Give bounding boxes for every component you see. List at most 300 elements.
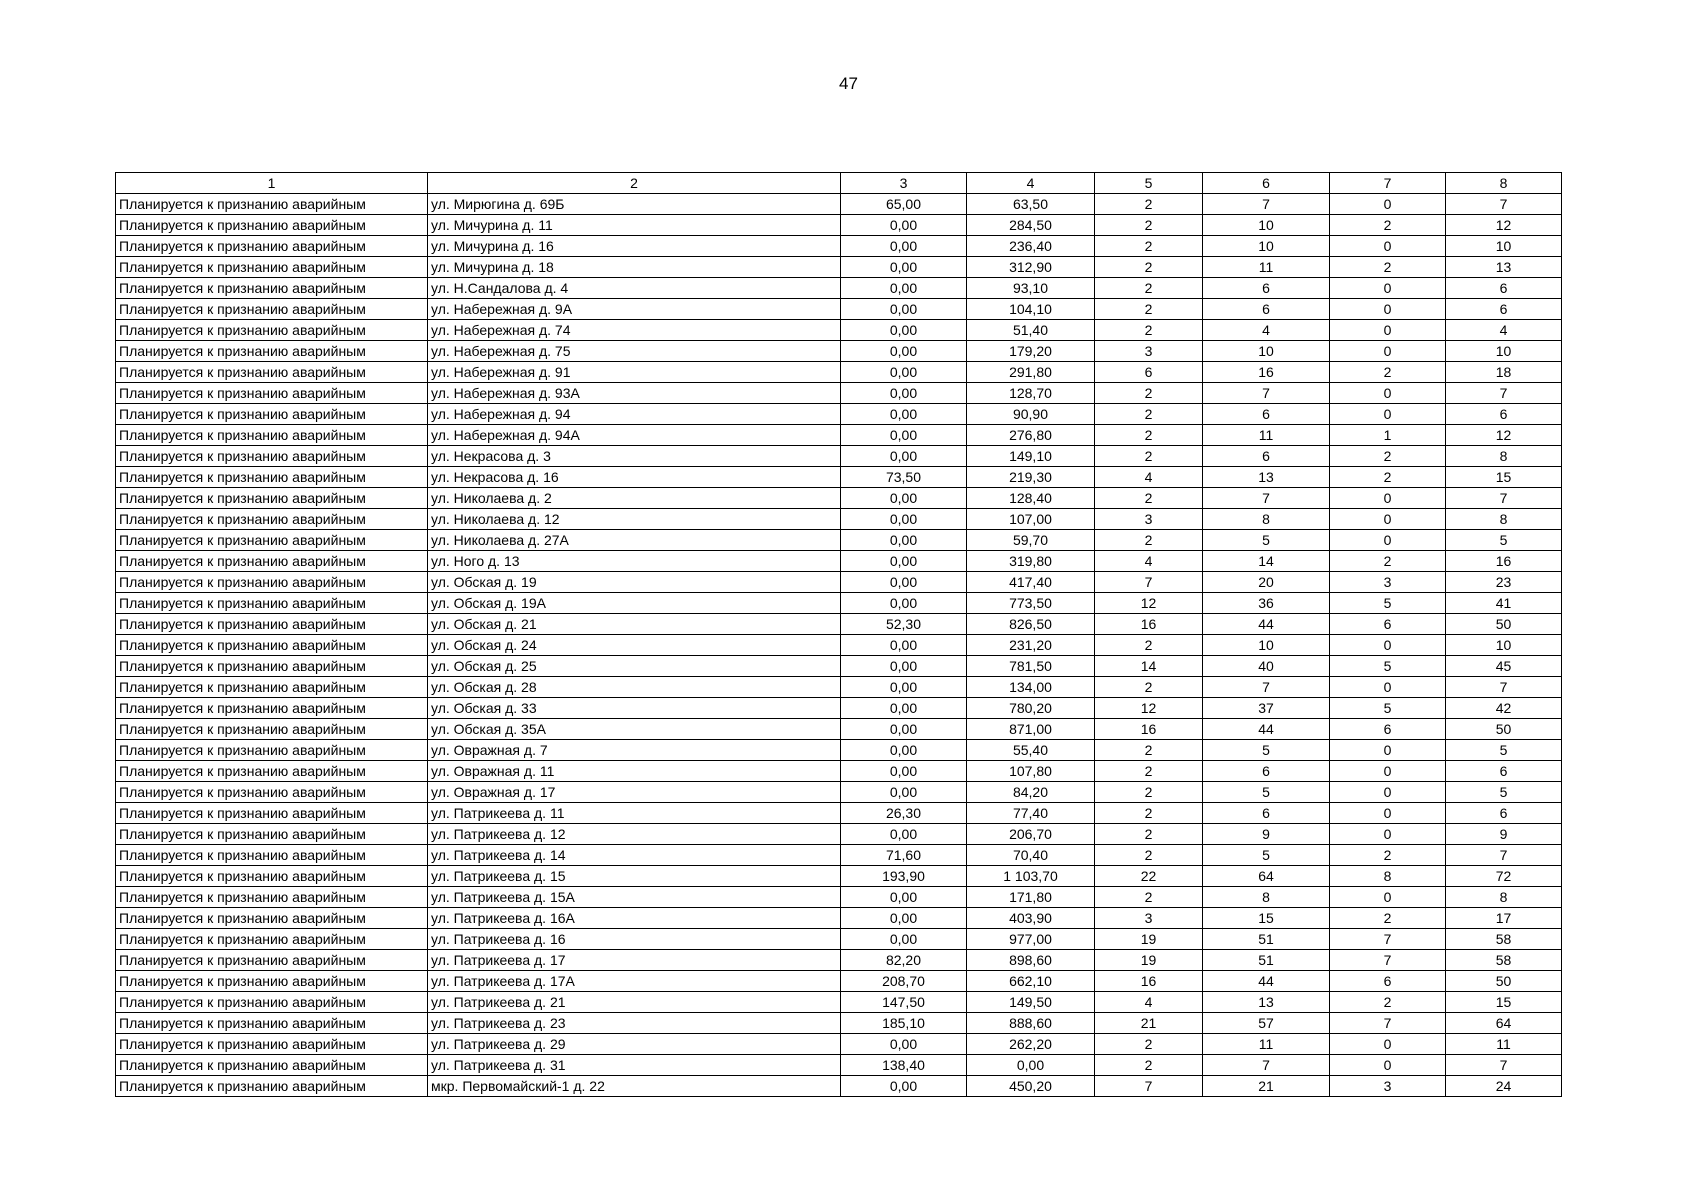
status-cell: Планируется к признанию аварийным — [116, 908, 428, 929]
value-col8-cell: 23 — [1446, 572, 1562, 593]
value-col5-cell: 19 — [1095, 929, 1203, 950]
value-col6-cell: 7 — [1203, 1055, 1330, 1076]
status-cell: Планируется к признанию аварийным — [116, 761, 428, 782]
value-col3-cell: 0,00 — [841, 236, 967, 257]
table-row — [116, 320, 1562, 341]
value-col3-cell: 65,00 — [841, 194, 967, 215]
value-col4-cell: 319,80 — [967, 551, 1095, 572]
address-cell: ул. Николаева д. 27А — [428, 530, 841, 551]
value-col7-cell: 0 — [1330, 887, 1446, 908]
value-col4-cell: 51,40 — [967, 320, 1095, 341]
status-cell: Планируется к признанию аварийным — [116, 299, 428, 320]
value-col4-cell: 149,50 — [967, 992, 1095, 1013]
address-cell: ул. Николаева д. 12 — [428, 509, 841, 530]
value-col7-cell: 8 — [1330, 866, 1446, 887]
value-col8-cell: 58 — [1446, 929, 1562, 950]
value-col4-cell: 781,50 — [967, 656, 1095, 677]
table-row — [116, 362, 1562, 383]
value-col6-cell: 37 — [1203, 698, 1330, 719]
value-col8-cell: 7 — [1446, 1055, 1562, 1076]
value-col6-cell: 11 — [1203, 425, 1330, 446]
value-col7-cell: 2 — [1330, 845, 1446, 866]
status-cell: Планируется к признанию аварийным — [116, 677, 428, 698]
value-col5-cell: 7 — [1095, 572, 1203, 593]
address-cell: мкр. Первомайский-1 д. 22 — [428, 1076, 841, 1097]
value-col5-cell: 6 — [1095, 362, 1203, 383]
address-cell: ул. Овражная д. 17 — [428, 782, 841, 803]
value-col7-cell: 0 — [1330, 1034, 1446, 1055]
value-col6-cell: 5 — [1203, 740, 1330, 761]
value-col3-cell: 0,00 — [841, 677, 967, 698]
column-header: 6 — [1203, 173, 1330, 194]
value-col4-cell: 149,10 — [967, 446, 1095, 467]
value-col6-cell: 13 — [1203, 467, 1330, 488]
address-cell: ул. Патрикеева д. 12 — [428, 824, 841, 845]
value-col8-cell: 11 — [1446, 1034, 1562, 1055]
status-cell: Планируется к признанию аварийным — [116, 782, 428, 803]
value-col8-cell: 6 — [1446, 278, 1562, 299]
table-row — [116, 509, 1562, 530]
table-row — [116, 551, 1562, 572]
value-col7-cell: 0 — [1330, 782, 1446, 803]
value-col7-cell: 0 — [1330, 824, 1446, 845]
address-cell: ул. Мичурина д. 11 — [428, 215, 841, 236]
value-col7-cell: 2 — [1330, 551, 1446, 572]
value-col4-cell: 826,50 — [967, 614, 1095, 635]
value-col5-cell: 2 — [1095, 404, 1203, 425]
value-col6-cell: 6 — [1203, 404, 1330, 425]
value-col7-cell: 0 — [1330, 404, 1446, 425]
value-col3-cell: 193,90 — [841, 866, 967, 887]
address-cell: ул. Николаева д. 2 — [428, 488, 841, 509]
value-col4-cell: 291,80 — [967, 362, 1095, 383]
value-col5-cell: 19 — [1095, 950, 1203, 971]
value-col8-cell: 5 — [1446, 782, 1562, 803]
table-row — [116, 992, 1562, 1013]
value-col7-cell: 7 — [1330, 929, 1446, 950]
table-row — [116, 593, 1562, 614]
value-col6-cell: 7 — [1203, 488, 1330, 509]
table-row — [116, 719, 1562, 740]
value-col5-cell: 14 — [1095, 656, 1203, 677]
address-cell: ул. Обская д. 28 — [428, 677, 841, 698]
value-col6-cell: 6 — [1203, 299, 1330, 320]
table-row — [116, 1076, 1562, 1097]
table-row — [116, 425, 1562, 446]
column-header: 2 — [428, 173, 841, 194]
value-col3-cell: 0,00 — [841, 404, 967, 425]
value-col4-cell: 128,40 — [967, 488, 1095, 509]
value-col3-cell: 0,00 — [841, 320, 967, 341]
address-cell: ул. Набережная д. 94 — [428, 404, 841, 425]
value-col3-cell: 0,00 — [841, 824, 967, 845]
table-row — [116, 656, 1562, 677]
status-cell: Планируется к признанию аварийным — [116, 971, 428, 992]
table-row — [116, 929, 1562, 950]
address-cell: ул. Патрикеева д. 29 — [428, 1034, 841, 1055]
value-col6-cell: 7 — [1203, 677, 1330, 698]
value-col7-cell: 0 — [1330, 488, 1446, 509]
address-cell: ул. Овражная д. 11 — [428, 761, 841, 782]
address-cell: ул. Патрикеева д. 15А — [428, 887, 841, 908]
address-cell: ул. Патрикеева д. 15 — [428, 866, 841, 887]
value-col7-cell: 6 — [1330, 719, 1446, 740]
address-cell: ул. Мичурина д. 16 — [428, 236, 841, 257]
column-header: 3 — [841, 173, 967, 194]
value-col5-cell: 2 — [1095, 236, 1203, 257]
value-col7-cell: 3 — [1330, 1076, 1446, 1097]
value-col3-cell: 0,00 — [841, 656, 967, 677]
table-body — [116, 194, 1562, 1097]
address-cell: ул. Обская д. 25 — [428, 656, 841, 677]
status-cell: Планируется к признанию аварийным — [116, 635, 428, 656]
value-col4-cell: 219,30 — [967, 467, 1095, 488]
table-row — [116, 908, 1562, 929]
value-col5-cell: 2 — [1095, 740, 1203, 761]
value-col6-cell: 36 — [1203, 593, 1330, 614]
value-col3-cell: 0,00 — [841, 929, 967, 950]
status-cell: Планируется к признанию аварийным — [116, 1034, 428, 1055]
value-col6-cell: 5 — [1203, 845, 1330, 866]
value-col6-cell: 13 — [1203, 992, 1330, 1013]
value-col7-cell: 6 — [1330, 971, 1446, 992]
address-cell: ул. Обская д. 35А — [428, 719, 841, 740]
value-col7-cell: 5 — [1330, 698, 1446, 719]
table-row — [116, 278, 1562, 299]
value-col6-cell: 16 — [1203, 362, 1330, 383]
address-cell: ул. Патрикеева д. 31 — [428, 1055, 841, 1076]
value-col7-cell: 0 — [1330, 635, 1446, 656]
status-cell: Планируется к признанию аварийным — [116, 488, 428, 509]
table-row — [116, 866, 1562, 887]
value-col3-cell: 0,00 — [841, 257, 967, 278]
value-col4-cell: 662,10 — [967, 971, 1095, 992]
value-col6-cell: 6 — [1203, 446, 1330, 467]
status-cell: Планируется к признанию аварийным — [116, 551, 428, 572]
value-col8-cell: 72 — [1446, 866, 1562, 887]
column-header: 7 — [1330, 173, 1446, 194]
value-col4-cell: 888,60 — [967, 1013, 1095, 1034]
value-col7-cell: 2 — [1330, 362, 1446, 383]
value-col5-cell: 2 — [1095, 1034, 1203, 1055]
value-col3-cell: 71,60 — [841, 845, 967, 866]
column-header: 8 — [1446, 173, 1562, 194]
table-row — [116, 572, 1562, 593]
value-col4-cell: 898,60 — [967, 950, 1095, 971]
value-col8-cell: 6 — [1446, 803, 1562, 824]
value-col8-cell: 10 — [1446, 635, 1562, 656]
value-col8-cell: 50 — [1446, 719, 1562, 740]
value-col5-cell: 7 — [1095, 1076, 1203, 1097]
value-col8-cell: 6 — [1446, 761, 1562, 782]
value-col5-cell: 21 — [1095, 1013, 1203, 1034]
address-cell: ул. Патрикеева д. 23 — [428, 1013, 841, 1034]
table-row — [116, 299, 1562, 320]
value-col3-cell: 0,00 — [841, 551, 967, 572]
value-col8-cell: 10 — [1446, 236, 1562, 257]
value-col4-cell: 134,00 — [967, 677, 1095, 698]
value-col6-cell: 9 — [1203, 824, 1330, 845]
status-cell: Планируется к признанию аварийным — [116, 698, 428, 719]
value-col6-cell: 6 — [1203, 278, 1330, 299]
table-row — [116, 488, 1562, 509]
value-col6-cell: 57 — [1203, 1013, 1330, 1034]
address-cell: ул. Овражная д. 7 — [428, 740, 841, 761]
value-col6-cell: 6 — [1203, 803, 1330, 824]
table-row — [116, 614, 1562, 635]
value-col3-cell: 82,20 — [841, 950, 967, 971]
value-col3-cell: 0,00 — [841, 782, 967, 803]
status-cell: Планируется к признанию аварийным — [116, 509, 428, 530]
value-col4-cell: 107,80 — [967, 761, 1095, 782]
value-col6-cell: 7 — [1203, 194, 1330, 215]
value-col4-cell: 417,40 — [967, 572, 1095, 593]
value-col5-cell: 2 — [1095, 257, 1203, 278]
value-col6-cell: 5 — [1203, 782, 1330, 803]
status-cell: Планируется к признанию аварийным — [116, 614, 428, 635]
value-col7-cell: 0 — [1330, 509, 1446, 530]
value-col5-cell: 2 — [1095, 425, 1203, 446]
address-cell: ул. Обская д. 19 — [428, 572, 841, 593]
value-col4-cell: 773,50 — [967, 593, 1095, 614]
value-col7-cell: 7 — [1330, 950, 1446, 971]
value-col5-cell: 2 — [1095, 215, 1203, 236]
value-col8-cell: 8 — [1446, 887, 1562, 908]
value-col3-cell: 0,00 — [841, 698, 967, 719]
value-col3-cell: 0,00 — [841, 530, 967, 551]
status-cell: Планируется к признанию аварийным — [116, 530, 428, 551]
status-cell: Планируется к признанию аварийным — [116, 362, 428, 383]
table-row — [116, 1034, 1562, 1055]
value-col7-cell: 5 — [1330, 656, 1446, 677]
value-col3-cell: 0,00 — [841, 740, 967, 761]
status-cell: Планируется к признанию аварийным — [116, 950, 428, 971]
value-col4-cell: 977,00 — [967, 929, 1095, 950]
address-cell: ул. Некрасова д. 3 — [428, 446, 841, 467]
table-row — [116, 677, 1562, 698]
address-cell: ул. Н.Сандалова д. 4 — [428, 278, 841, 299]
table-row — [116, 404, 1562, 425]
value-col8-cell: 17 — [1446, 908, 1562, 929]
value-col3-cell: 73,50 — [841, 467, 967, 488]
value-col5-cell: 16 — [1095, 614, 1203, 635]
value-col5-cell: 2 — [1095, 761, 1203, 782]
status-cell: Планируется к признанию аварийным — [116, 1055, 428, 1076]
value-col7-cell: 0 — [1330, 194, 1446, 215]
value-col8-cell: 12 — [1446, 215, 1562, 236]
value-col7-cell: 7 — [1330, 1013, 1446, 1034]
value-col5-cell: 12 — [1095, 593, 1203, 614]
value-col5-cell: 3 — [1095, 908, 1203, 929]
value-col7-cell: 2 — [1330, 467, 1446, 488]
value-col5-cell: 2 — [1095, 383, 1203, 404]
table-header — [116, 173, 1562, 194]
value-col7-cell: 0 — [1330, 383, 1446, 404]
table-row — [116, 446, 1562, 467]
table-row — [116, 383, 1562, 404]
value-col6-cell: 21 — [1203, 1076, 1330, 1097]
value-col4-cell: 206,70 — [967, 824, 1095, 845]
value-col4-cell: 70,40 — [967, 845, 1095, 866]
value-col6-cell: 10 — [1203, 215, 1330, 236]
value-col3-cell: 0,00 — [841, 908, 967, 929]
value-col3-cell: 0,00 — [841, 572, 967, 593]
value-col6-cell: 11 — [1203, 1034, 1330, 1055]
status-cell: Планируется к признанию аварийным — [116, 866, 428, 887]
status-cell: Планируется к признанию аварийным — [116, 1076, 428, 1097]
value-col8-cell: 4 — [1446, 320, 1562, 341]
value-col8-cell: 7 — [1446, 194, 1562, 215]
table-row — [116, 635, 1562, 656]
value-col8-cell: 7 — [1446, 488, 1562, 509]
value-col7-cell: 0 — [1330, 530, 1446, 551]
address-cell: ул. Патрикеева д. 14 — [428, 845, 841, 866]
table-row — [116, 530, 1562, 551]
value-col3-cell: 0,00 — [841, 1076, 967, 1097]
value-col8-cell: 9 — [1446, 824, 1562, 845]
value-col6-cell: 15 — [1203, 908, 1330, 929]
value-col3-cell: 0,00 — [841, 488, 967, 509]
value-col3-cell: 0,00 — [841, 341, 967, 362]
value-col4-cell: 0,00 — [967, 1055, 1095, 1076]
value-col3-cell: 138,40 — [841, 1055, 967, 1076]
value-col8-cell: 45 — [1446, 656, 1562, 677]
table-row — [116, 761, 1562, 782]
value-col5-cell: 2 — [1095, 845, 1203, 866]
address-cell: ул. Некрасова д. 16 — [428, 467, 841, 488]
value-col5-cell: 2 — [1095, 824, 1203, 845]
value-col4-cell: 236,40 — [967, 236, 1095, 257]
value-col5-cell: 2 — [1095, 887, 1203, 908]
table-row — [116, 257, 1562, 278]
column-header: 4 — [967, 173, 1095, 194]
value-col5-cell: 2 — [1095, 194, 1203, 215]
table-row — [116, 1055, 1562, 1076]
table-row — [116, 1013, 1562, 1034]
value-col5-cell: 2 — [1095, 446, 1203, 467]
value-col4-cell: 104,10 — [967, 299, 1095, 320]
value-col4-cell: 231,20 — [967, 635, 1095, 656]
value-col7-cell: 0 — [1330, 803, 1446, 824]
value-col8-cell: 15 — [1446, 992, 1562, 1013]
value-col6-cell: 20 — [1203, 572, 1330, 593]
value-col3-cell: 0,00 — [841, 509, 967, 530]
status-cell: Планируется к признанию аварийным — [116, 341, 428, 362]
value-col7-cell: 0 — [1330, 278, 1446, 299]
status-cell: Планируется к признанию аварийным — [116, 824, 428, 845]
address-cell: ул. Набережная д. 74 — [428, 320, 841, 341]
value-col3-cell: 0,00 — [841, 383, 967, 404]
value-col5-cell: 2 — [1095, 278, 1203, 299]
value-col3-cell: 0,00 — [841, 362, 967, 383]
value-col8-cell: 50 — [1446, 614, 1562, 635]
column-header: 1 — [116, 173, 428, 194]
value-col5-cell: 3 — [1095, 341, 1203, 362]
address-cell: ул. Обская д. 19А — [428, 593, 841, 614]
value-col3-cell: 0,00 — [841, 719, 967, 740]
value-col8-cell: 24 — [1446, 1076, 1562, 1097]
table-row — [116, 236, 1562, 257]
value-col8-cell: 7 — [1446, 383, 1562, 404]
value-col8-cell: 5 — [1446, 740, 1562, 761]
value-col6-cell: 5 — [1203, 530, 1330, 551]
table-row — [116, 467, 1562, 488]
value-col3-cell: 0,00 — [841, 278, 967, 299]
table-row — [116, 782, 1562, 803]
value-col5-cell: 16 — [1095, 971, 1203, 992]
value-col8-cell: 8 — [1446, 509, 1562, 530]
table-row — [116, 971, 1562, 992]
table-row — [116, 341, 1562, 362]
address-cell: ул. Патрикеева д. 17 — [428, 950, 841, 971]
value-col4-cell: 63,50 — [967, 194, 1095, 215]
value-col4-cell: 276,80 — [967, 425, 1095, 446]
page-number: 47 — [839, 74, 858, 93]
status-cell: Планируется к признанию аварийным — [116, 425, 428, 446]
value-col7-cell: 2 — [1330, 257, 1446, 278]
table-row — [116, 698, 1562, 719]
value-col7-cell: 0 — [1330, 341, 1446, 362]
value-col8-cell: 6 — [1446, 404, 1562, 425]
value-col6-cell: 6 — [1203, 761, 1330, 782]
value-col4-cell: 84,20 — [967, 782, 1095, 803]
status-cell: Планируется к признанию аварийным — [116, 257, 428, 278]
value-col5-cell: 3 — [1095, 509, 1203, 530]
value-col4-cell: 871,00 — [967, 719, 1095, 740]
value-col7-cell: 0 — [1330, 236, 1446, 257]
value-col7-cell: 0 — [1330, 761, 1446, 782]
status-cell: Планируется к признанию аварийным — [116, 278, 428, 299]
value-col3-cell: 208,70 — [841, 971, 967, 992]
value-col5-cell: 16 — [1095, 719, 1203, 740]
value-col6-cell: 10 — [1203, 635, 1330, 656]
value-col5-cell: 2 — [1095, 488, 1203, 509]
address-cell: ул. Набережная д. 94А — [428, 425, 841, 446]
value-col7-cell: 5 — [1330, 593, 1446, 614]
table-row — [116, 803, 1562, 824]
value-col4-cell: 93,10 — [967, 278, 1095, 299]
value-col6-cell: 51 — [1203, 929, 1330, 950]
value-col3-cell: 0,00 — [841, 635, 967, 656]
value-col5-cell: 2 — [1095, 803, 1203, 824]
address-cell: ул. Обская д. 33 — [428, 698, 841, 719]
address-cell: ул. Патрикеева д. 17А — [428, 971, 841, 992]
status-cell: Планируется к признанию аварийным — [116, 467, 428, 488]
value-col8-cell: 12 — [1446, 425, 1562, 446]
value-col5-cell: 2 — [1095, 677, 1203, 698]
address-cell: ул. Патрикеева д. 11 — [428, 803, 841, 824]
table-row — [116, 194, 1562, 215]
value-col4-cell: 262,20 — [967, 1034, 1095, 1055]
address-cell: ул. Обская д. 21 — [428, 614, 841, 635]
status-cell: Планируется к признанию аварийным — [116, 404, 428, 425]
value-col4-cell: 312,90 — [967, 257, 1095, 278]
value-col4-cell: 128,70 — [967, 383, 1095, 404]
value-col5-cell: 2 — [1095, 320, 1203, 341]
value-col8-cell: 7 — [1446, 677, 1562, 698]
value-col8-cell: 6 — [1446, 299, 1562, 320]
value-col8-cell: 50 — [1446, 971, 1562, 992]
value-col6-cell: 4 — [1203, 320, 1330, 341]
value-col3-cell: 185,10 — [841, 1013, 967, 1034]
value-col6-cell: 10 — [1203, 236, 1330, 257]
value-col7-cell: 0 — [1330, 677, 1446, 698]
status-cell: Планируется к признанию аварийным — [116, 1013, 428, 1034]
status-cell: Планируется к признанию аварийным — [116, 383, 428, 404]
value-col6-cell: 44 — [1203, 719, 1330, 740]
value-col3-cell: 26,30 — [841, 803, 967, 824]
value-col5-cell: 12 — [1095, 698, 1203, 719]
